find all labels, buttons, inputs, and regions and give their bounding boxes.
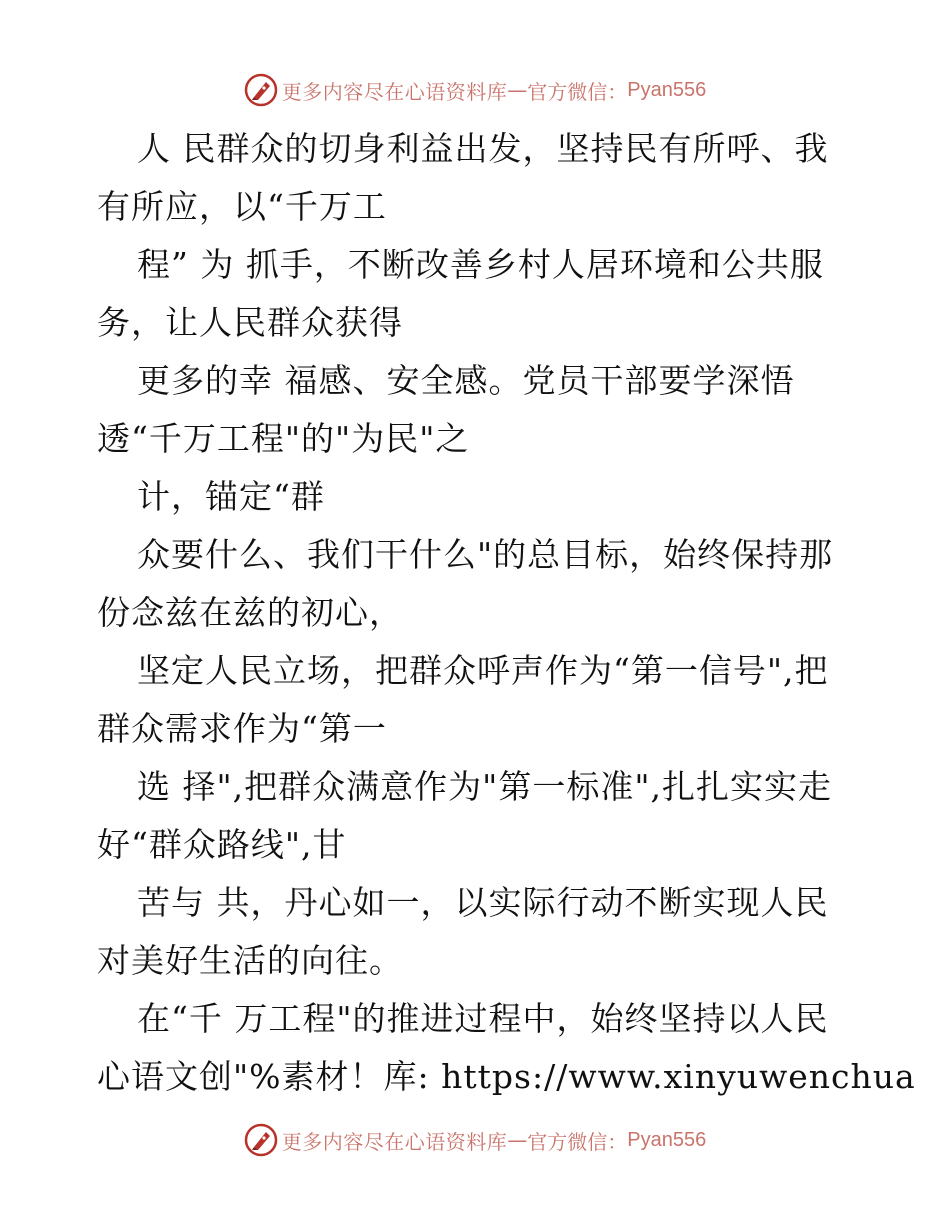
- banner-separator: —: [507, 78, 528, 102]
- pen-nib-logo-icon: [244, 1123, 278, 1157]
- body-text-line: 选 择",把群众满意作为"第一标准",扎扎实实走: [137, 767, 833, 806]
- body-text-line: 坚定人民立场，把群众呼声作为“第一信号",把: [137, 651, 829, 690]
- body-text-line: 透“千万工程"的"为民"之: [97, 419, 470, 458]
- header-banner: [0, 70, 950, 110]
- body-text-line: 计，锚定“群: [137, 477, 325, 516]
- body-text-line: 务，让人民群众获得: [97, 303, 403, 342]
- document-body: [97, 120, 916, 1106]
- banner-wechat-label: 官方微信：: [527, 79, 628, 104]
- body-text-line: 人 民群众的切身利益出发，坚持民有所呼、我: [137, 129, 829, 168]
- body-text-line: 更多的幸 福感、安全感。党员干部要学深悟: [137, 361, 795, 400]
- body-text-line: 好“群众路线",甘: [97, 825, 347, 864]
- body-text-line: 对美好生活的向往。: [97, 941, 403, 980]
- banner-wechat-id: Pyan556: [627, 1128, 707, 1151]
- banner-site-text: 更多内容尽在心语资料库: [281, 79, 508, 104]
- body-text-line: 程” 为 抓手，不断改善乡村人居环境和公共服: [137, 245, 824, 284]
- body-text-line: 在“千 万工程"的推进过程中，始终坚持以人民: [137, 999, 829, 1038]
- body-text-line: 群众需求作为“第一: [97, 709, 387, 748]
- footer-banner: [0, 1120, 950, 1160]
- body-text-line: 份念兹在兹的初心，: [97, 593, 403, 632]
- banner-separator: —: [507, 1128, 528, 1152]
- body-text-line: 苦与 共，丹心如一，以实际行动不断实现人民: [137, 883, 829, 922]
- body-text-line: 有所应，以“千万工: [97, 187, 387, 226]
- body-text-line: 心语文创"%素材！库: https://www.xinyuwenchua: [97, 1057, 916, 1096]
- banner-site-text: 更多内容尽在心语资料库: [281, 1129, 508, 1154]
- banner-wechat-id: Pyan556: [627, 78, 707, 101]
- banner-wechat-label: 官方微信：: [527, 1129, 628, 1154]
- body-text-line: 众要什么、我们干什么"的总目标，始终保持那: [137, 535, 834, 574]
- pen-nib-logo-icon: [244, 73, 278, 107]
